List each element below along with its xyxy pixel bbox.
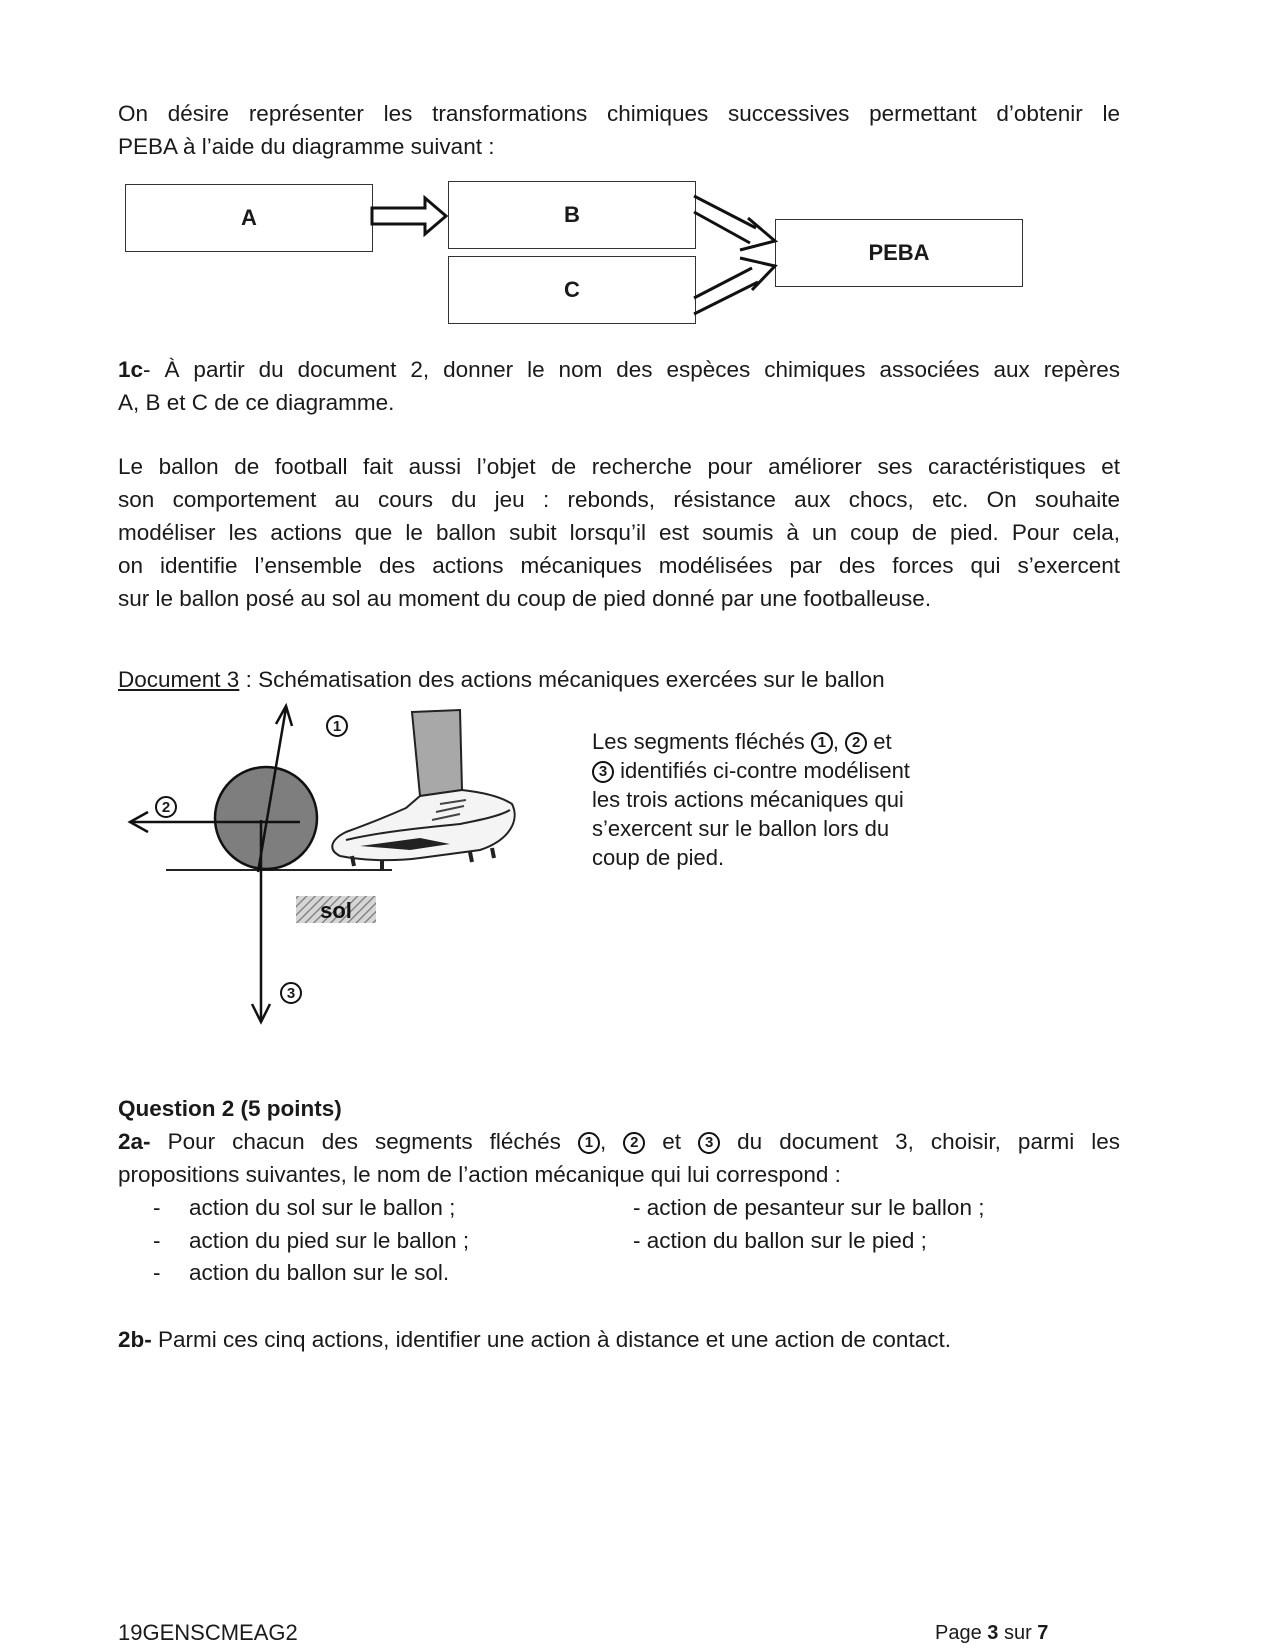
q2b-label: 2b- (118, 1327, 152, 1352)
q2a-line1-start: Pour chacun des segments fléchés (150, 1129, 578, 1154)
option-dash: - (153, 1195, 161, 1220)
option-right-2: - action du ballon sur le pied ; (633, 1228, 927, 1253)
arrow-b-to-peba (694, 196, 775, 250)
footer-page (935, 1622, 1048, 1645)
option-dash: - (153, 1260, 161, 1285)
box-c-label: C (564, 277, 580, 302)
marker-2-icon: 2 (155, 796, 177, 818)
sol-label: sol (320, 898, 352, 923)
q1c-line-1: - À partir du document 2, donner le nom des espèces chimiques associées aux repères (143, 357, 1120, 382)
option-left-2: action du pied sur le ballon ; (189, 1228, 470, 1253)
q1c-line-2: A, B et C de ce diagramme. (118, 390, 395, 415)
question-1c (118, 353, 1120, 419)
arrow-a-to-b (372, 198, 446, 234)
doc3-label: Document 3 (118, 667, 240, 692)
q2b-text: Parmi ces cinq actions, identifier une action à distance et une action de contact. (151, 1327, 951, 1352)
box-a-label: A (241, 205, 257, 230)
marker-1-icon: 1 (326, 715, 348, 737)
page-number: 3 (987, 1622, 999, 1644)
doc3-title-text: : Schématisation des actions mécaniques exercées sur le ballon (239, 667, 885, 692)
desc-part-e: s’exercent sur le ballon lors du (592, 816, 890, 841)
ballon-line-4: on identifie l’ensemble des actions mécaniques modélisées par des forces qui s’exercent (118, 553, 1120, 578)
q2a-marker-1: 1 (578, 1132, 600, 1154)
option-dash: - (153, 1228, 161, 1253)
q2a-marker-3: 3 (698, 1132, 720, 1154)
q2a-label: 2a- (118, 1129, 151, 1154)
ballon-paragraph (118, 450, 1120, 615)
desc-part-f: coup de pied. (592, 845, 725, 870)
diagram-arrows (0, 0, 1275, 340)
option-left-1: action du sol sur le ballon ; (189, 1195, 456, 1220)
intro-line-1: On désire représenter les transformations chimiques successives permettant d’obtenir le (118, 101, 1120, 126)
box-b-label: B (564, 202, 580, 227)
ballon-line-1: Le ballon de football fait aussi l’objet de recherche pour améliorer ses caractéristiques et (118, 454, 1120, 479)
forces-figure (120, 700, 520, 1040)
desc-marker-1: 1 (811, 732, 833, 754)
marker-3-icon: 3 (280, 982, 302, 1004)
page-word: Page (935, 1622, 988, 1644)
of-word: sur (998, 1622, 1038, 1644)
box-peba-label: PEBA (868, 240, 930, 265)
page-total: 7 (1037, 1622, 1049, 1644)
q2a-marker-2: 2 (623, 1132, 645, 1154)
desc-part-a: Les segments fléchés (592, 729, 811, 754)
footer-code: 19GENSCMEAG2 (118, 1620, 298, 1645)
question-2a: 2a- Pour chacun des segments fléchés 1 , 2 et 3 du document 3, choisir, parmi les propositions suivantes, le nom de l’action mécanique qui lui correspond : (118, 1125, 1120, 1191)
desc-part-c: identifiés ci-contre modélisent (614, 758, 910, 783)
doc3-title (118, 663, 885, 696)
foot-illustration (332, 710, 514, 870)
q2a-line1-end: du document 3, choisir, parmi les (737, 1129, 1120, 1154)
desc-marker-3: 3 (592, 761, 614, 783)
arrow-c-to-peba (694, 258, 775, 314)
intro-line-2: PEBA à l’aide du diagramme suivant : (118, 134, 495, 159)
q2a-line-2: propositions suivantes, le nom de l’action mécanique qui lui correspond : (118, 1162, 841, 1187)
ballon-line-2: son comportement au cours du jeu : rebonds, résistance aux chocs, etc. On souhaite (118, 487, 1120, 512)
ballon-line-5: sur le ballon posé au sol au moment du coup de pied donné par une footballeuse. (118, 586, 932, 611)
option-right-1: - action de pesanteur sur le ballon ; (633, 1195, 985, 1220)
question-2b (118, 1323, 951, 1356)
desc-part-b: et (873, 729, 892, 754)
ballon-line-3: modéliser les actions que le ballon subit lorsqu’il est soumis à un coup de pied. Pour cela, (118, 520, 1120, 545)
doc3-description: Les segments fléchés 1 , 2 et 3 identifiés ci-contre modélisent les trois actions mécaniques qui s’exercent sur le ballon lors du coup de pied. (592, 727, 972, 872)
q1c-label: 1c (118, 357, 144, 382)
question-2-heading: Question 2 (5 points) (118, 1096, 342, 1121)
q2a-line1-et: et (662, 1129, 682, 1154)
desc-part-d: les trois actions mécaniques qui (592, 787, 904, 812)
desc-marker-2: 2 (845, 732, 867, 754)
option-left-3: action du ballon sur le sol. (189, 1260, 450, 1285)
